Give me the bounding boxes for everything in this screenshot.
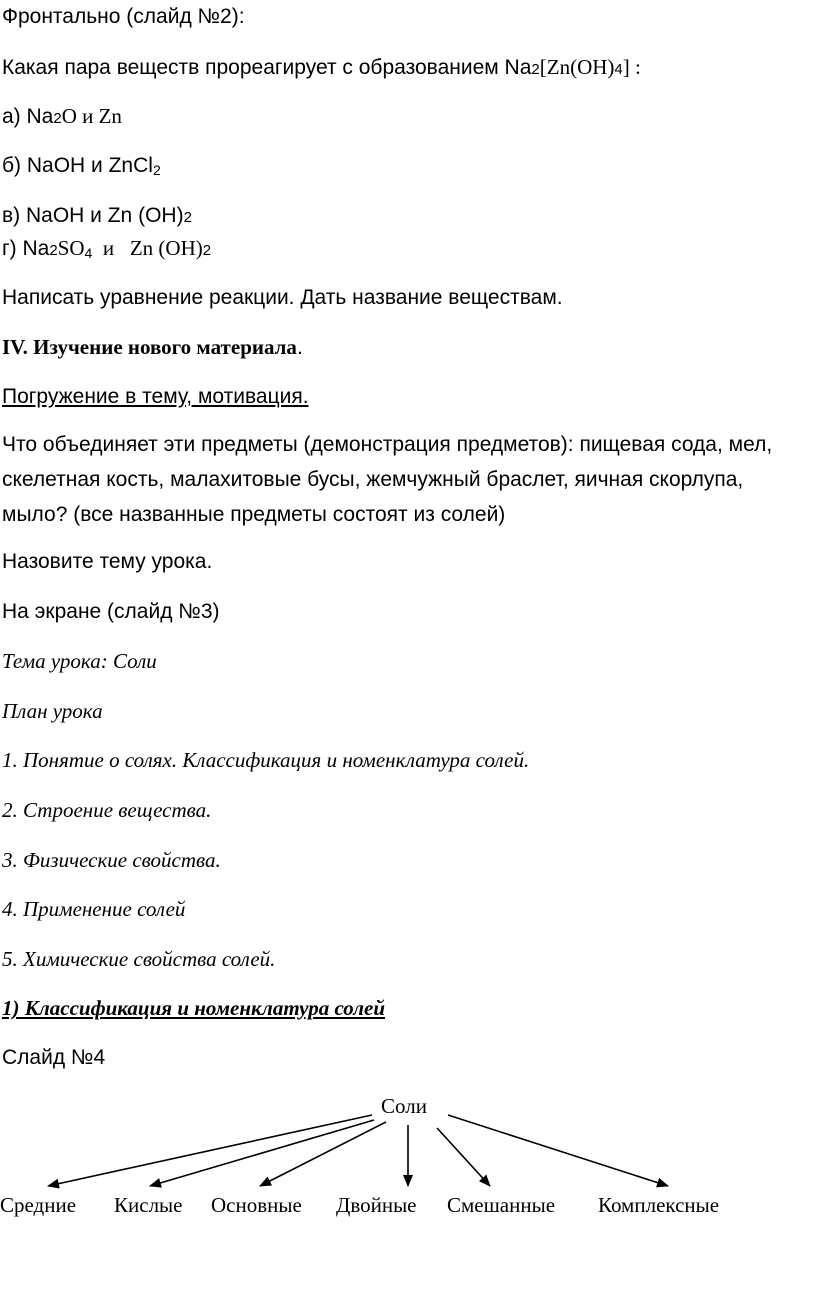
slide4-text: Слайд №4 bbox=[2, 1046, 106, 1069]
option-b-pre: б) NaOH и ZnCl bbox=[2, 154, 153, 177]
option-g-index2: 4 bbox=[84, 245, 93, 261]
arrow-to-basic bbox=[260, 1122, 386, 1186]
plan-item: 4. Применение солей bbox=[2, 897, 186, 921]
diagram-child-mixed: Смешанные bbox=[447, 1193, 556, 1217]
name-topic-text: Назовите тему урока. bbox=[2, 550, 213, 573]
diagram-child-middle: Средние bbox=[0, 1193, 77, 1217]
plan-item: 2. Строение вещества. bbox=[2, 798, 212, 822]
option-a-index: 2 bbox=[53, 110, 62, 127]
arrow-to-mixed bbox=[437, 1128, 490, 1186]
option-v-index: 2 bbox=[183, 209, 192, 226]
plan-title: План урока bbox=[2, 699, 103, 723]
formula-oh-index: 4 bbox=[614, 61, 623, 78]
plan-item: 1. Понятие о солях. Классификация и номенклатура солей. bbox=[2, 748, 530, 772]
diagram-child-basic: Основные bbox=[211, 1193, 302, 1217]
formula-close: ] : bbox=[622, 55, 641, 79]
question2-line2: скелетная кость, малахитовые бусы, жемчужный браслет, яичная скорлупа, bbox=[2, 468, 744, 491]
arrow-to-acidic bbox=[150, 1120, 374, 1186]
diagram-child-double: Двойные bbox=[336, 1193, 417, 1217]
question-prefix: Какая пара веществ прореагирует с образованием bbox=[2, 56, 505, 79]
plan-item: 3. Физические свойства. bbox=[2, 848, 221, 872]
option-a-post: O и Zn bbox=[61, 104, 122, 128]
option-g-mid: SO bbox=[57, 236, 85, 260]
diagram-child-complex: Комплексные bbox=[598, 1193, 720, 1217]
arrow-to-middle bbox=[48, 1115, 372, 1186]
diagram-child-acidic: Кислые bbox=[114, 1193, 183, 1217]
slide3-text: На экране (слайд №3) bbox=[2, 600, 220, 623]
section-title-dot: . bbox=[296, 336, 303, 359]
task-text: Написать уравнение реакции. Дать название веществам. bbox=[2, 286, 563, 309]
formula-na-index: 2 bbox=[531, 61, 540, 78]
formula-na: Na bbox=[504, 56, 532, 79]
option-g-pre: г) Na bbox=[2, 237, 50, 260]
question2-line3: мыло? (все названные предметы состоят из солей) bbox=[2, 503, 506, 526]
lesson-topic: Тема урока: Соли bbox=[2, 649, 157, 673]
frontal-heading: Фронтально (слайд №2): bbox=[2, 5, 245, 28]
formula-zn-oh: [Zn(OH) bbox=[539, 55, 615, 79]
question2-line1: Что объединяет эти предметы (демонстрация предметов): пищевая сода, мел, bbox=[2, 433, 773, 456]
option-g-index1: 2 bbox=[49, 242, 58, 259]
diagram-root: Соли bbox=[381, 1094, 427, 1118]
option-g-index3: 2 bbox=[202, 242, 212, 259]
option-b-index: 2 bbox=[152, 162, 161, 178]
section-title: IV. Изучение нового материала bbox=[2, 335, 297, 359]
subsection-heading: 1) Классификация и номенклатура солей bbox=[2, 996, 385, 1020]
option-g-post: и Zn (OH) bbox=[92, 236, 203, 260]
motivation-heading: Погружение в тему, мотивация. bbox=[2, 385, 309, 408]
option-a-pre: а) Na bbox=[2, 105, 54, 128]
plan-item: 5. Химические свойства солей. bbox=[2, 947, 276, 971]
option-v-pre: в) NaOH и Zn (OH) bbox=[2, 204, 184, 227]
